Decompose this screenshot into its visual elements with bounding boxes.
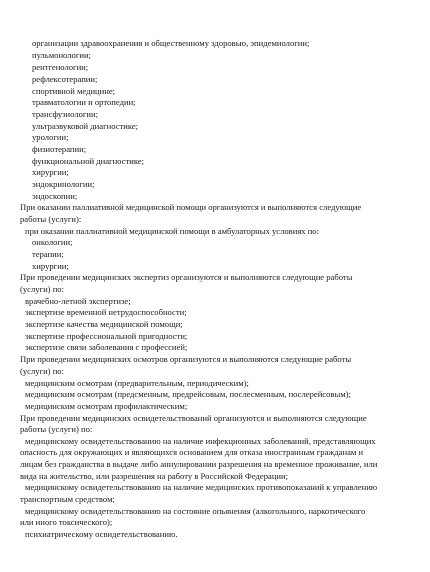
text-line: эндокринологии; — [32, 179, 95, 189]
text-line: или иного токсического); — [20, 517, 113, 527]
text-line: экспертизе профессиональной пригодности; — [25, 331, 188, 341]
text-line: экспертизе временной нетрудоспособности; — [25, 307, 187, 317]
text-line: медицинским осмотрам (предсменным, предрейсовым, послесменным, послерейсовым); — [25, 389, 351, 399]
text-line: спортивной медицине; — [32, 86, 116, 96]
text-line: функциональной диагностике; — [32, 156, 145, 166]
text-line: врачебно-летной экспертизе; — [25, 296, 131, 306]
text-line: медицинскому освидетельствованию на состояние опьянения (алкогольного, наркотического — [25, 506, 366, 516]
text-line: при оказании паллиативной медицинской помощи в амбулаторных условиях по: — [25, 226, 319, 236]
text-line: При проведении медицинских экспертиз организуются и выполняются следующие работы — [20, 272, 353, 282]
text-line: терапии; — [32, 249, 64, 259]
text-line: хирургии; — [32, 167, 69, 177]
text-line: рентгенологии; — [32, 62, 89, 72]
text-line: медицинским осмотрам профилактическим; — [25, 401, 188, 411]
text-line: транспортным средством; — [20, 494, 115, 504]
text-line: ультразвуковой диагностике; — [32, 121, 139, 131]
text-line: (услуги) по: — [20, 284, 64, 294]
text-line: медицинскому освидетельствованию на наличие инфекционных заболеваний, представляющих — [25, 436, 376, 446]
text-line: работы (услуги) по: — [20, 424, 93, 434]
text-line: (услуги) по: — [20, 366, 64, 376]
text-line: лицам без гражданства в выдаче либо аннулировании разрешения на временное проживание, или — [20, 459, 378, 469]
text-line: рефлексотерапии; — [32, 74, 98, 84]
text-line: При оказании паллиативной медицинской помощи организуются и выполняются следующие — [20, 202, 362, 212]
text-line: организации здравоохранения и общественному здоровью, эпидемиологии; — [32, 38, 310, 48]
text-line: экспертизе качества медицинской помощи; — [25, 319, 183, 329]
text-line: медицинским осмотрам (предварительным, периодическим); — [25, 378, 249, 388]
text-line: психиатрическому освидетельствованию. — [25, 529, 178, 539]
text-line: работы (услуги): — [20, 214, 82, 224]
text-line: вида на жительство, или разрешения на работу в Российской Федерации; — [20, 471, 289, 481]
text-line: опасность для окружающих и являющихся основанием для отказа иностранным гражданам и — [20, 447, 364, 457]
text-line: травматологии и ортопедии; — [32, 97, 136, 107]
text-line: хирургии; — [32, 261, 69, 271]
text-line: медицинскому освидетельствованию на наличие медицинских противопоказаний к управлению — [25, 482, 378, 492]
text-line: При проведении медицинских осмотров организуются и выполняются следующие работы — [20, 354, 352, 364]
text-line: эндоскопии; — [32, 191, 78, 201]
text-line: экспертизе связи заболевания с профессией; — [25, 342, 188, 352]
text-line: пульмонологии; — [32, 50, 91, 60]
text-line: урологии; — [32, 132, 69, 142]
text-line: онкологии; — [32, 237, 73, 247]
text-line: физиотерапии; — [32, 144, 87, 154]
text-line: При проведении медицинских освидетельствований организуются и выполняются следующие — [20, 413, 367, 423]
text-line: трансфузиологии; — [32, 109, 99, 119]
